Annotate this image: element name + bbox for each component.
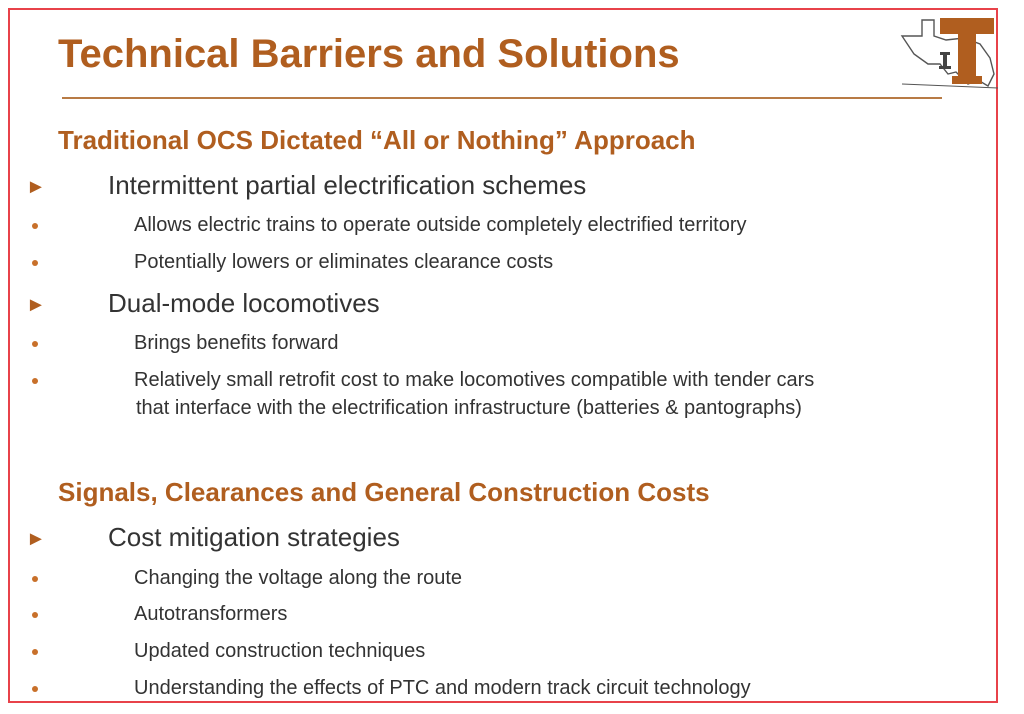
section-heading-costs: Signals, Clearances and General Construction Costs (58, 477, 710, 507)
dot-bullet-icon (32, 649, 38, 655)
section-heading-ocs: Traditional OCS Dictated “All or Nothing” Approach (58, 125, 696, 155)
bullet-l1-cost-mitigation: Cost mitigation strategies (108, 522, 400, 552)
dot-bullet-icon (32, 378, 38, 384)
bullet-l2: Allows electric trains to operate outside completely electrified territory (134, 214, 747, 236)
dot-bullet-icon (32, 612, 38, 618)
bullet-l2: Updated construction techniques (134, 640, 426, 662)
arrow-bullet-icon: ► (26, 528, 46, 550)
bullet-l1-dual-mode: Dual-mode locomotives (108, 288, 380, 318)
bullet-l2: Understanding the effects of PTC and modern track circuit technology (134, 677, 751, 699)
dot-bullet-icon (32, 686, 38, 692)
arrow-bullet-icon: ► (26, 176, 46, 198)
bullet-l2: Autotransformers (134, 603, 288, 625)
dot-bullet-icon (32, 223, 38, 229)
arrow-bullet-icon: ► (26, 294, 46, 316)
bullet-l1-partial-electrification: Intermittent partial electrification schemes (108, 170, 587, 200)
bullet-l2: Brings benefits forward (134, 332, 339, 354)
bullet-l2: Changing the voltage along the route (134, 567, 463, 589)
dot-bullet-icon (32, 260, 38, 266)
title-divider (62, 97, 942, 99)
bullet-l2-continuation: that interface with the electrification infrastructure (batteries & pantographs) (136, 397, 802, 419)
dot-bullet-icon (32, 576, 38, 582)
slide-title: Technical Barriers and Solutions (58, 32, 680, 76)
texas-t-rail-logo-icon (894, 14, 1000, 90)
bullet-l2: Potentially lowers or eliminates clearance costs (134, 251, 554, 273)
bullet-l2: Relatively small retrofit cost to make locomotives compatible with tender cars (134, 369, 815, 391)
dot-bullet-icon (32, 341, 38, 347)
